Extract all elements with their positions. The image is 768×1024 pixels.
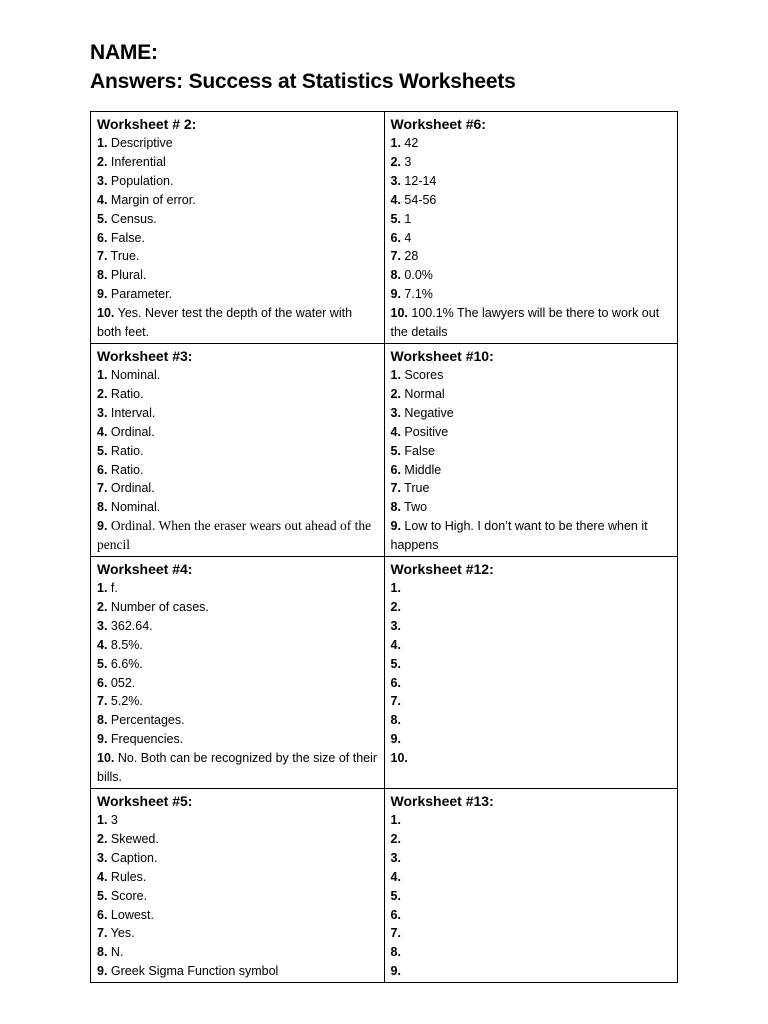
answer-text: Number of cases. bbox=[107, 599, 209, 614]
answer-number: 5. bbox=[97, 211, 108, 226]
answer-item bbox=[391, 153, 672, 172]
answer-text: Descriptive bbox=[107, 136, 173, 150]
answer-text: N. bbox=[107, 945, 124, 960]
answer-number: 1. bbox=[390, 136, 401, 150]
answer-number: 10. bbox=[97, 306, 115, 321]
answer-item bbox=[97, 172, 378, 191]
answer-text: Nominal. bbox=[107, 367, 161, 382]
answer-number: 4. bbox=[97, 424, 108, 439]
answer-text: Scores bbox=[400, 367, 444, 382]
answer-item bbox=[391, 191, 672, 210]
answer-number: 4. bbox=[97, 637, 108, 652]
answer-item bbox=[391, 887, 672, 906]
answer-text: Frequencies. bbox=[107, 732, 184, 747]
worksheet-title: Worksheet #13: bbox=[390, 793, 494, 809]
answer-item bbox=[97, 830, 378, 849]
answer-number: 6. bbox=[390, 462, 401, 477]
worksheet-cell bbox=[91, 343, 385, 556]
answer-item bbox=[97, 617, 378, 636]
answer-number: 10. bbox=[97, 751, 115, 766]
answers-table-body bbox=[91, 112, 678, 983]
answer-number: 2. bbox=[390, 599, 401, 614]
answer-text: 362.64. bbox=[107, 618, 153, 633]
answer-item bbox=[97, 598, 378, 617]
answer-item bbox=[97, 461, 378, 480]
answer-item bbox=[97, 191, 378, 210]
answer-text: Yes. Never test the depth of the water with both feet. bbox=[97, 306, 353, 340]
answer-item bbox=[97, 711, 378, 730]
answer-text: 6.6%. bbox=[107, 656, 143, 671]
answer-item bbox=[97, 887, 378, 906]
answer-number: 4. bbox=[390, 637, 401, 652]
answer-text: True bbox=[400, 481, 430, 496]
answer-item bbox=[391, 655, 672, 674]
answer-item bbox=[97, 247, 378, 266]
answer-number: 6. bbox=[390, 907, 401, 922]
answer-text: Ordinal. bbox=[107, 481, 155, 496]
worksheet-title: Worksheet #12: bbox=[390, 561, 494, 578]
worksheet-row bbox=[91, 343, 678, 556]
answer-number: 1. bbox=[97, 813, 108, 827]
answer-number: 6. bbox=[97, 675, 108, 690]
answer-number: 7. bbox=[390, 926, 401, 941]
answer-text: Low to High. I don’t want to be there when it happens bbox=[390, 519, 648, 553]
name-line: NAME: bbox=[90, 41, 158, 64]
answer-text: Positive bbox=[400, 424, 449, 439]
answer-number: 1. bbox=[97, 136, 108, 150]
answer-number: 3. bbox=[97, 173, 108, 188]
answer-number: 10. bbox=[390, 751, 408, 766]
answer-item bbox=[97, 730, 378, 749]
answer-number: 7. bbox=[390, 249, 401, 264]
answer-item bbox=[391, 304, 672, 342]
answer-text: Rules. bbox=[107, 869, 147, 884]
answer-text: Ratio. bbox=[107, 443, 144, 458]
answer-number: 7. bbox=[390, 694, 401, 709]
answer-item bbox=[97, 811, 378, 830]
answer-number: 1. bbox=[390, 813, 401, 827]
answer-item bbox=[97, 134, 378, 153]
answer-text: f. bbox=[107, 581, 118, 596]
answer-text: 54-56 bbox=[400, 192, 437, 207]
answer-item bbox=[391, 442, 672, 461]
answer-number: 8. bbox=[390, 268, 401, 283]
answer-item bbox=[391, 517, 672, 555]
answer-text: Ordinal. When the eraser wears out ahead of the pencil bbox=[97, 518, 372, 553]
worksheet-row bbox=[91, 557, 678, 789]
answer-number: 8. bbox=[390, 500, 401, 515]
answer-number: 9. bbox=[390, 964, 401, 979]
answer-item bbox=[391, 498, 672, 517]
answer-item bbox=[97, 749, 378, 787]
answer-number: 2. bbox=[390, 831, 401, 846]
answer-item bbox=[97, 479, 378, 498]
answer-item bbox=[97, 924, 378, 943]
answer-text: 100.1% The lawyers will be there to work out the details bbox=[390, 306, 660, 340]
answer-text: 3 bbox=[400, 154, 412, 169]
answer-item bbox=[391, 579, 672, 598]
answer-item bbox=[97, 266, 378, 285]
answer-item bbox=[97, 906, 378, 925]
answer-number: 9. bbox=[97, 732, 108, 747]
answer-item bbox=[391, 385, 672, 404]
worksheet-title: Worksheet #10: bbox=[390, 347, 494, 364]
answer-item bbox=[391, 924, 672, 943]
answer-number: 1. bbox=[97, 581, 108, 596]
answer-number: 9. bbox=[390, 287, 401, 302]
worksheet-cell bbox=[91, 789, 385, 983]
answer-number: 4. bbox=[97, 869, 108, 884]
answer-number: 2. bbox=[390, 154, 401, 169]
answer-number: 9. bbox=[390, 732, 401, 747]
answer-text: Parameter. bbox=[107, 287, 173, 302]
answer-number: 7. bbox=[390, 481, 401, 496]
answer-number: 7. bbox=[97, 926, 108, 941]
answer-text: 052. bbox=[107, 675, 136, 690]
answer-number: 2. bbox=[390, 386, 401, 401]
answer-text: 3 bbox=[107, 813, 118, 827]
answer-text: Greek Sigma Function symbol bbox=[107, 964, 279, 979]
answer-item bbox=[391, 423, 672, 442]
answer-item bbox=[97, 636, 378, 655]
answer-text: Nominal. bbox=[107, 500, 161, 515]
answer-number: 7. bbox=[97, 481, 108, 496]
answer-item bbox=[391, 210, 672, 229]
answer-number: 4. bbox=[97, 192, 108, 207]
answer-number: 9. bbox=[97, 519, 108, 534]
answer-item bbox=[97, 229, 378, 248]
answer-item bbox=[97, 498, 378, 517]
worksheet-cell bbox=[384, 112, 678, 344]
answer-item bbox=[391, 366, 672, 385]
answer-text: Middle bbox=[400, 462, 442, 477]
answer-item bbox=[391, 617, 672, 636]
answer-text: Two bbox=[400, 500, 428, 515]
worksheet-title: Worksheet # 2: bbox=[97, 116, 197, 132]
worksheet-cell bbox=[384, 557, 678, 789]
answer-number: 3. bbox=[97, 405, 108, 420]
answer-number: 9. bbox=[97, 964, 108, 979]
answer-item bbox=[97, 692, 378, 711]
answer-text: Ordinal. bbox=[107, 424, 155, 439]
answer-number: 4. bbox=[390, 192, 401, 207]
worksheet-row bbox=[91, 112, 678, 344]
answer-item bbox=[391, 711, 672, 730]
answer-item bbox=[391, 266, 672, 285]
answer-item bbox=[391, 172, 672, 191]
answer-item bbox=[97, 210, 378, 229]
answer-number: 9. bbox=[97, 287, 108, 302]
answer-item bbox=[97, 674, 378, 693]
answer-text: Percentages. bbox=[107, 713, 185, 728]
worksheet-cell bbox=[91, 557, 385, 789]
answer-item bbox=[97, 304, 378, 342]
answer-number: 8. bbox=[97, 500, 108, 515]
answer-item bbox=[97, 849, 378, 868]
document-header bbox=[90, 38, 516, 96]
answer-number: 7. bbox=[97, 694, 108, 709]
answer-item bbox=[391, 674, 672, 693]
answer-number: 3. bbox=[97, 618, 108, 633]
worksheet-cell bbox=[384, 343, 678, 556]
answer-number: 3. bbox=[390, 618, 401, 633]
worksheet-cell bbox=[91, 112, 385, 344]
answer-item bbox=[97, 943, 378, 962]
answer-number: 4. bbox=[390, 424, 401, 439]
answer-number: 8. bbox=[97, 945, 108, 960]
answer-item bbox=[97, 517, 378, 555]
answer-text: Lowest. bbox=[107, 907, 154, 922]
answer-item bbox=[391, 943, 672, 962]
answer-text: Population. bbox=[107, 173, 174, 188]
answer-text: Ratio. bbox=[107, 462, 144, 477]
answer-number: 6. bbox=[390, 230, 401, 245]
answer-number: 5. bbox=[97, 888, 108, 903]
answer-item bbox=[391, 906, 672, 925]
answer-item bbox=[97, 285, 378, 304]
answer-item bbox=[97, 579, 378, 598]
answer-item bbox=[97, 366, 378, 385]
answer-item bbox=[391, 830, 672, 849]
answer-item bbox=[97, 404, 378, 423]
answer-text: 42 bbox=[400, 136, 419, 150]
answer-number: 8. bbox=[97, 713, 108, 728]
answer-number: 8. bbox=[390, 945, 401, 960]
answer-item bbox=[391, 479, 672, 498]
answer-number: 6. bbox=[390, 675, 401, 690]
answer-number: 8. bbox=[390, 713, 401, 728]
answer-number: 9. bbox=[390, 519, 401, 534]
answer-text: 1 bbox=[400, 211, 412, 226]
worksheet-title: Worksheet #5: bbox=[97, 793, 193, 809]
answer-item bbox=[97, 962, 378, 981]
answer-text: Negative bbox=[400, 405, 454, 420]
page-title: Answers: Success at Statistics Worksheets bbox=[90, 70, 516, 93]
answer-item bbox=[391, 247, 672, 266]
answer-number: 2. bbox=[97, 831, 108, 846]
answer-item bbox=[391, 636, 672, 655]
answer-item bbox=[391, 598, 672, 617]
answer-text: Normal bbox=[400, 386, 445, 401]
answer-item bbox=[391, 811, 672, 830]
answer-number: 7. bbox=[97, 249, 108, 264]
answer-text: Ratio. bbox=[107, 386, 144, 401]
answer-number: 3. bbox=[390, 850, 401, 865]
answer-number: 6. bbox=[97, 907, 108, 922]
answer-item bbox=[391, 849, 672, 868]
answer-number: 2. bbox=[97, 386, 108, 401]
answer-item bbox=[391, 868, 672, 887]
answer-text: False. bbox=[107, 230, 145, 245]
worksheet-row bbox=[91, 789, 678, 983]
answer-number: 1. bbox=[390, 367, 401, 382]
answer-text: Census. bbox=[107, 211, 157, 226]
answer-item bbox=[391, 461, 672, 480]
answer-number: 6. bbox=[97, 462, 108, 477]
answer-item bbox=[97, 868, 378, 887]
answer-text: 0.0% bbox=[400, 268, 433, 283]
answer-text: No. Both can be recognized by the size of their bills. bbox=[97, 751, 378, 785]
answer-item bbox=[97, 442, 378, 461]
answer-text: Yes. bbox=[107, 926, 135, 941]
answer-number: 1. bbox=[390, 581, 401, 596]
answer-number: 5. bbox=[390, 888, 401, 903]
worksheet-title: Worksheet #3: bbox=[97, 347, 193, 364]
answer-text: Caption. bbox=[107, 850, 158, 865]
answer-number: 5. bbox=[97, 443, 108, 458]
answer-item bbox=[97, 423, 378, 442]
answer-text: Margin of error. bbox=[107, 192, 196, 207]
answer-item bbox=[97, 153, 378, 172]
answer-number: 4. bbox=[390, 869, 401, 884]
answer-item bbox=[391, 692, 672, 711]
worksheet-title: Worksheet #4: bbox=[97, 561, 193, 578]
answer-text: True. bbox=[107, 249, 140, 264]
answer-item bbox=[391, 730, 672, 749]
answer-text: 28 bbox=[400, 249, 419, 264]
answers-table bbox=[90, 111, 678, 983]
answer-number: 3. bbox=[390, 405, 401, 420]
answer-text: 12-14 bbox=[400, 173, 437, 188]
answer-item bbox=[391, 404, 672, 423]
answer-number: 5. bbox=[390, 656, 401, 671]
answer-text: Interval. bbox=[107, 405, 156, 420]
answer-text: Inferential bbox=[107, 154, 166, 169]
answer-item bbox=[97, 655, 378, 674]
answer-number: 2. bbox=[97, 599, 108, 614]
answer-item bbox=[391, 229, 672, 248]
answer-number: 10. bbox=[390, 306, 408, 321]
answer-text: 8.5%. bbox=[107, 637, 143, 652]
worksheet-title: Worksheet #6: bbox=[390, 116, 486, 132]
answer-number: 6. bbox=[97, 230, 108, 245]
answer-item bbox=[391, 749, 672, 768]
answer-number: 5. bbox=[390, 211, 401, 226]
worksheet-cell bbox=[384, 789, 678, 983]
answer-number: 3. bbox=[390, 173, 401, 188]
answer-item bbox=[391, 285, 672, 304]
answer-number: 3. bbox=[97, 850, 108, 865]
answer-text: 5.2%. bbox=[107, 694, 143, 709]
answer-number: 1. bbox=[97, 367, 108, 382]
answer-item bbox=[391, 962, 672, 981]
answer-number: 8. bbox=[97, 268, 108, 283]
answer-text: Plural. bbox=[107, 268, 147, 283]
answer-text: Score. bbox=[107, 888, 148, 903]
answer-number: 5. bbox=[390, 443, 401, 458]
answer-number: 2. bbox=[97, 154, 108, 169]
answer-item bbox=[391, 134, 672, 153]
answer-text: Skewed. bbox=[107, 831, 159, 846]
answer-text: 7.1% bbox=[400, 287, 433, 302]
answer-text: 4 bbox=[400, 230, 412, 245]
answer-number: 5. bbox=[97, 656, 108, 671]
answer-item bbox=[97, 385, 378, 404]
answer-text: False bbox=[400, 443, 435, 458]
